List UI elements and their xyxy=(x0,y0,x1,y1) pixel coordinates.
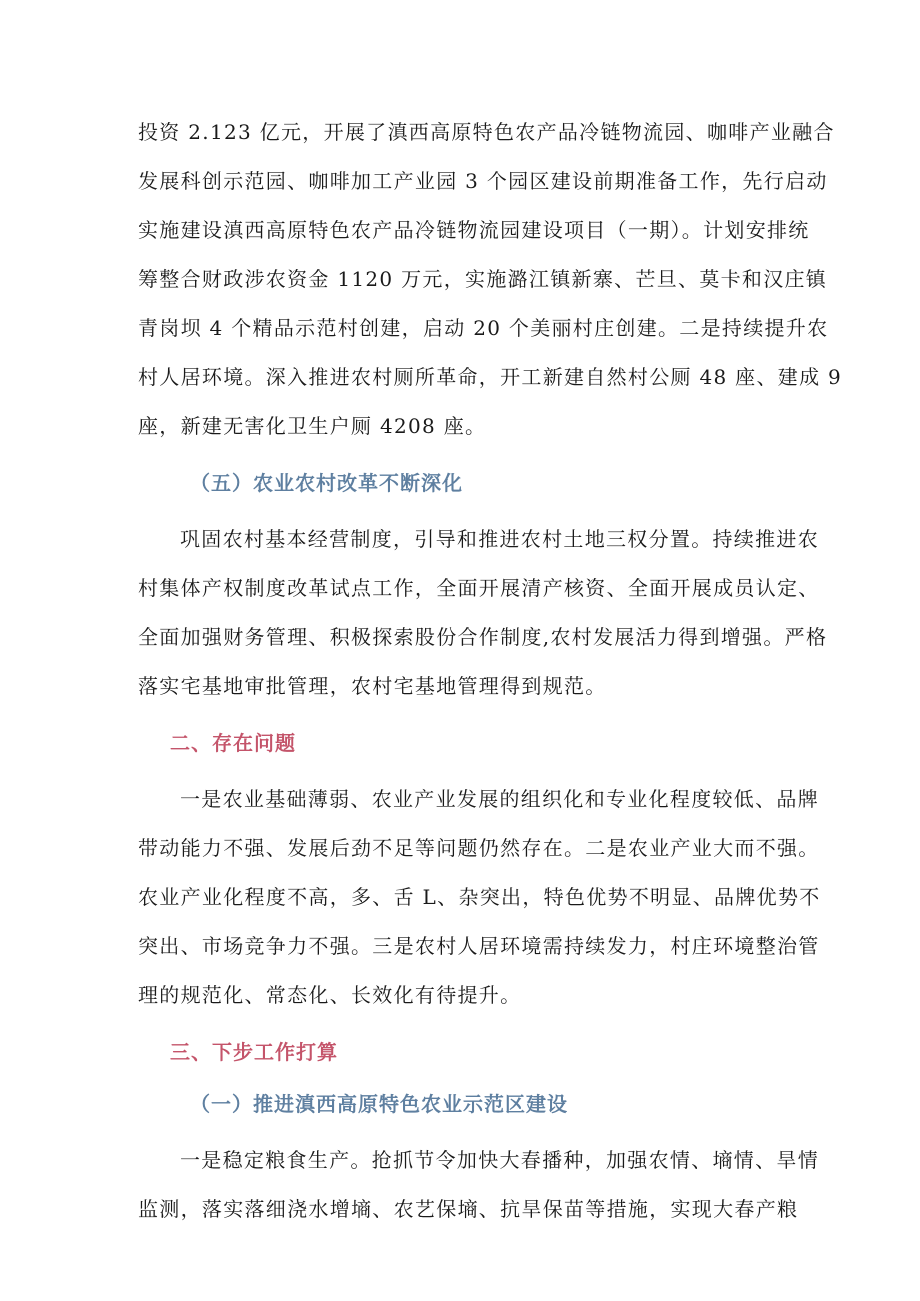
text-line: 全面加强财务管理、积极探索股份合作制度,农村发展活力得到增强。严格 xyxy=(138,625,828,649)
text-line: 投资 2.123 亿元，开展了滇西高原特色农产品冷链物流园、咖啡产业融合 xyxy=(138,120,835,144)
paragraph-grain xyxy=(138,1136,819,1234)
text-line: 村集体产权制度改革试点工作，全面开展清产核资、全面开展成员认定、 xyxy=(138,576,820,600)
text-line: 筹整合财政涉农资金 1120 万元，实施潞江镇新寨、芒旦、莫卡和汉庄镇 xyxy=(138,267,828,291)
text-line: 一是农业基础薄弱、农业产业发展的组织化和专业化程度较低、品牌 xyxy=(180,787,819,811)
text-line: 座，新建无害化卫生户厕 4208 座。 xyxy=(138,414,487,438)
document-page xyxy=(138,108,843,1234)
paragraph-reform xyxy=(138,515,828,711)
paragraph-investment xyxy=(138,108,843,451)
heading-next-steps: 三、下步工作打算 xyxy=(170,1040,338,1064)
text-line: 带动能力不强、发展后劲不足等问题仍然存在。二是农业产业大而不强。 xyxy=(138,836,820,860)
subheading-reform: （五）农业农村改革不断深化 xyxy=(190,471,463,495)
text-line: 农业产业化程度不高，多、舌 L、杂突出，特色优势不明显、品牌优势不 xyxy=(138,885,821,909)
text-line: 巩固农村基本经营制度，引导和推进农村土地三权分置。持续推进农 xyxy=(180,527,819,551)
text-line: 监测，落实落细浇水增墒、农艺保墒、抗旱保苗等措施，实现大春产粮 xyxy=(138,1197,799,1221)
heading-problems: 二、存在问题 xyxy=(170,731,296,755)
text-line: 青岗坝 4 个精品示范村创建，启动 20 个美丽村庄创建。二是持续提升农 xyxy=(138,316,829,340)
text-line: 理的规范化、常态化、长效化有待提升。 xyxy=(138,983,522,1007)
text-line: 实施建设滇西高原特色农产品冷链物流园建设项目（一期）。计划安排统 xyxy=(138,218,810,242)
paragraph-problems xyxy=(138,775,821,1020)
text-line: 发展科创示范园、咖啡加工产业园 3 个园区建设前期准备工作，先行启动 xyxy=(138,169,828,193)
text-line: 村人居环境。深入推进农村厕所革命，开工新建自然村公厕 48 座、建成 9 xyxy=(138,365,843,389)
text-line: 突出、市场竞争力不强。三是农村人居环境需持续发力，村庄环境整治管 xyxy=(138,934,820,958)
subheading-demo-zone: （一）推进滇西高原特色农业示范区建设 xyxy=(190,1092,568,1116)
text-line: 一是稳定粮食生产。抢抓节令加快大春播种，加强农情、墒情、旱情 xyxy=(180,1148,819,1172)
text-line: 落实宅基地审批管理，农村宅基地管理得到规范。 xyxy=(138,674,607,698)
